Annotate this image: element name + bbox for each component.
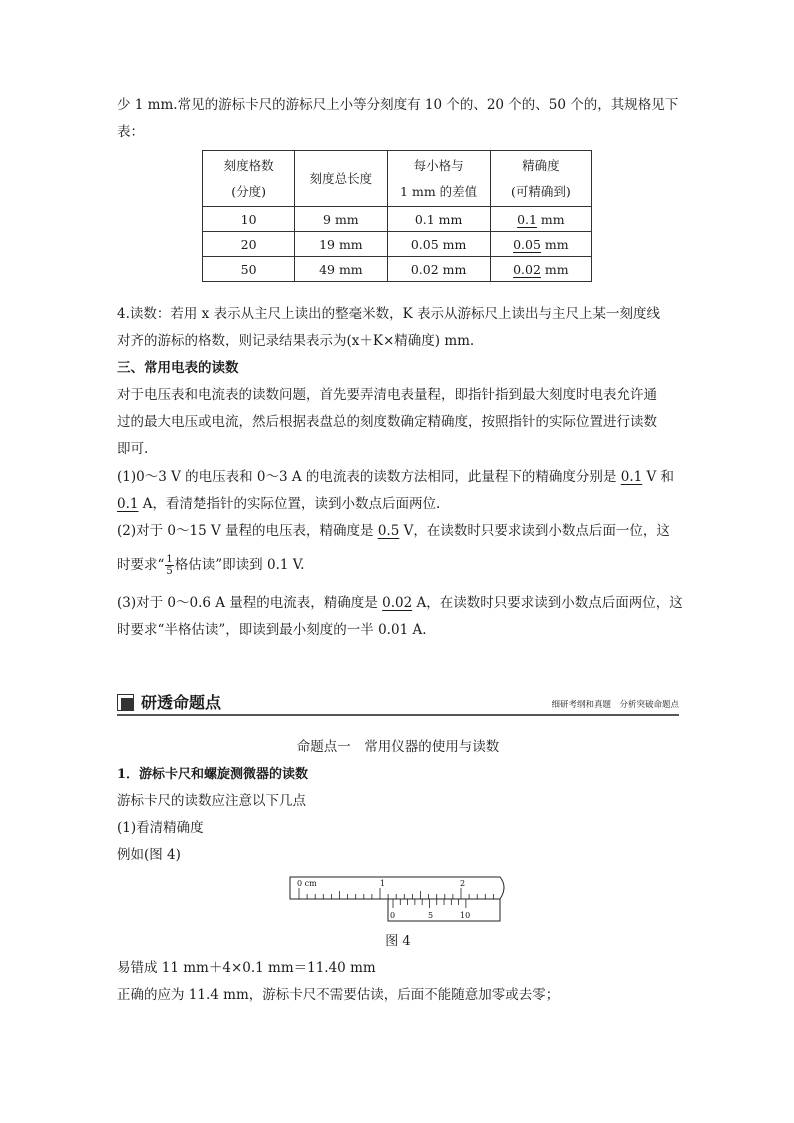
vernier-caliper-figure [288,873,508,923]
header-total-length: 刻度总长度 [295,151,387,207]
meters-item-2-line-1: (2)对于 0～15 V 量程的电压表，精确度是 0.5 V，在读数时只要求读到小数点后面一位，这 [117,523,670,539]
reading-line-1: 4.读数：若用 x 表示从主尺上读出的整毫米数，K 表示从游标尺上读出与主尺上某一刻度线 [117,306,660,322]
topic-sub-1: 1．游标卡尺和螺旋测微器的读数 [117,767,309,782]
meters-item-1-line-2: 0.1 A，看清楚指针的实际位置，读到小数点后面两位. [117,496,441,512]
meters-item-3-line-2: 时要求“半格估读”，即读到最小刻度的一半 0.01 A. [117,622,427,638]
section-title: 研透命题点 [141,693,222,712]
main-scale-body [290,877,504,899]
topic-title: 命题点一 常用仪器的使用与读数 [296,739,500,755]
section-square-icon [117,694,134,711]
vernier-label-10: 10 [460,911,471,920]
table-row: 50 49 mm 0.02 mm 0.02 mm [203,257,592,282]
reading-line-2: 对齐的游标的格数，则记录结果表示为(x＋K×精确度) mm. [117,333,475,349]
table-row: 20 19 mm 0.05 mm 0.05 mm [203,232,592,257]
meters-item-1-line-1: (1)0～3 V 的电压表和 0～3 A 的电流表的读数方法相同，此量程下的精确度分别是 0.1 V 和 [117,469,675,485]
intro-line-2: 表： [117,124,144,140]
main-label-0: 0 cm [297,879,317,888]
main-label-2: 2 [460,879,466,888]
section-divider [117,714,679,716]
figure-caption: 图 4 [385,934,411,949]
topic-line-1: 游标卡尺的读数应注意以下几点 [117,793,306,809]
intro-line-1: 少 1 mm.常见的游标卡尺的游标尺上小等分刻度有 10 个的、20 个的、50 个的，其规格见下 [117,97,679,113]
topic-line-2: (1)看清精确度 [117,820,204,836]
header-difference: 每小格与 1 mm 的差值 [387,151,490,207]
header-divisions: 刻度格数 (分度) [203,151,295,207]
after-line-2: 正确的应为 11.4 mm，游标卡尺不需要估读，后面不能随意加零或去零； [117,987,560,1003]
header-precision: 精确度 (可精确到) [490,151,591,207]
topic-line-3: 例如(图 4) [117,847,181,863]
vernier-label-0: 0 [390,911,396,920]
meters-p1-line-1: 对于电压表和电流表的读数问题，首先要弄清电表量程，即指针指到最大刻度时电表允许通 [117,387,657,403]
meters-item-2-line-2: 时要求“ $\frac{1}{5}$ 格估读”即读到 0.1 V. [117,554,305,577]
fraction-one-fifth: $\frac{1}{5}$ [166,554,173,577]
table-header-row [203,151,592,207]
section-subtitle: 细研考纲和真题 分析突破命题点 [551,700,679,710]
meters-heading: 三、常用电表的读数 [117,360,239,376]
main-label-1: 1 [380,879,386,888]
table-row: 10 9 mm 0.1 mm 0.1 mm [203,207,592,232]
vernier-label-5: 5 [428,911,434,920]
after-line-1: 易错成 11 mm＋4×0.1 mm＝11.40 mm [117,960,376,976]
meters-p1-line-3: 即可. [117,441,149,457]
meters-p1-line-2: 过的最大电压或电流，然后根据表盘总的刻度数确定精确度，按照指针的实际位置进行读数 [117,414,657,430]
meters-item-3-line-1: (3)对于 0～0.6 A 量程的电流表，精确度是 0.02 A，在读数时只要求读到小数点后面两位，这 [117,595,683,611]
caliper-spec-table [202,150,592,282]
section-header-bar [117,690,679,716]
